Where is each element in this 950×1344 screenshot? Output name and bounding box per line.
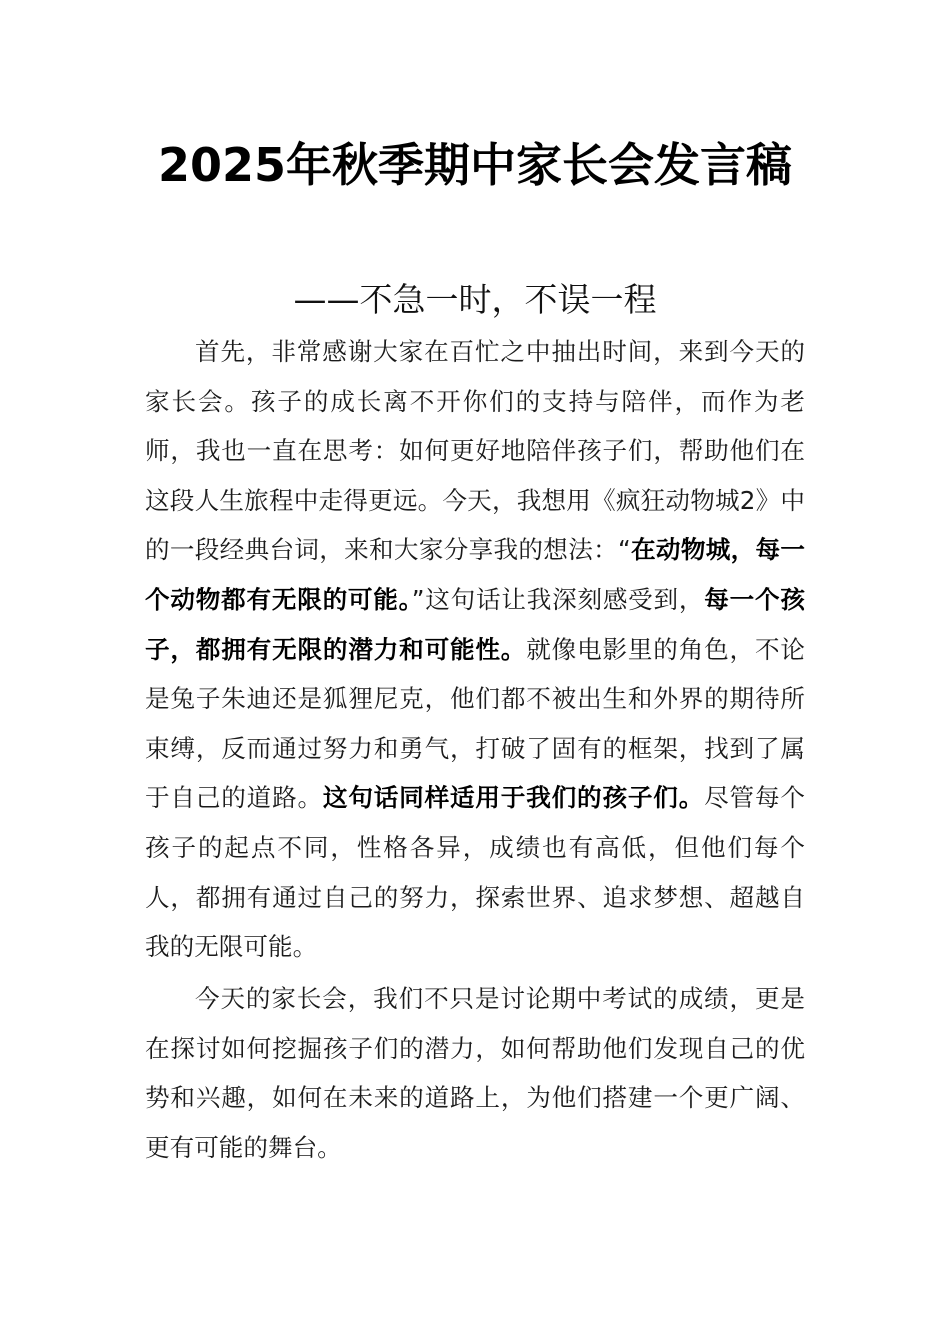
emphasis-text: 每一个孩子，都拥有无限的潜力和可能性。 (145, 584, 805, 664)
body-paragraph (145, 974, 805, 1172)
paragraph-text: 就像电影里的角色，不论是兔子朱迪还是狐狸尼克，他们都不被出生和外界的期待所束缚，反而通过努力和勇气，打破了固有的框架，找到了属于自己的道路。 (145, 634, 805, 813)
paragraph-text: 今天的家长会，我们不只是讨论期中考试的成绩，更是在探讨如何挖掘孩子们的潜力，如何帮助他们发现自己的优势和兴趣，如何在未来的道路上，为他们搭建一个更广阔、更有可能的舞台。 (145, 984, 805, 1162)
paragraph-text: 尽管每个孩子的起点不同，性格各异，成绩也有高低，但他们每个人，都拥有通过自己的努力，探索世界、追求梦想、超越自我的无限可能。 (145, 783, 805, 962)
document-title: 2025年秋季期中家长会发言稿 (157, 138, 793, 192)
document-subtitle: ——不急一时，不误一程 (293, 280, 657, 319)
paragraph-text: 首先，非常感谢大家在百忙之中抽出时间，来到今天的家长会。孩子的成长离不开你们的支持与陪伴，而作为老师，我也一直在思考：如何更好地陪伴孩子们，帮助他们在这段人生旅程中走得更远。今天，我想用《疯狂动物城2》中的一段经典台词，来和大家分享我的想法：“ (145, 337, 805, 565)
emphasis-text: 在动物城，每一个动物都有无限的可能。 (145, 535, 805, 614)
paragraph-text: ”这句话让我深刻感受到， (411, 584, 705, 614)
body-paragraph (145, 327, 805, 972)
emphasis-text: 这句话同样适用于我们的孩子们。 (322, 783, 705, 813)
